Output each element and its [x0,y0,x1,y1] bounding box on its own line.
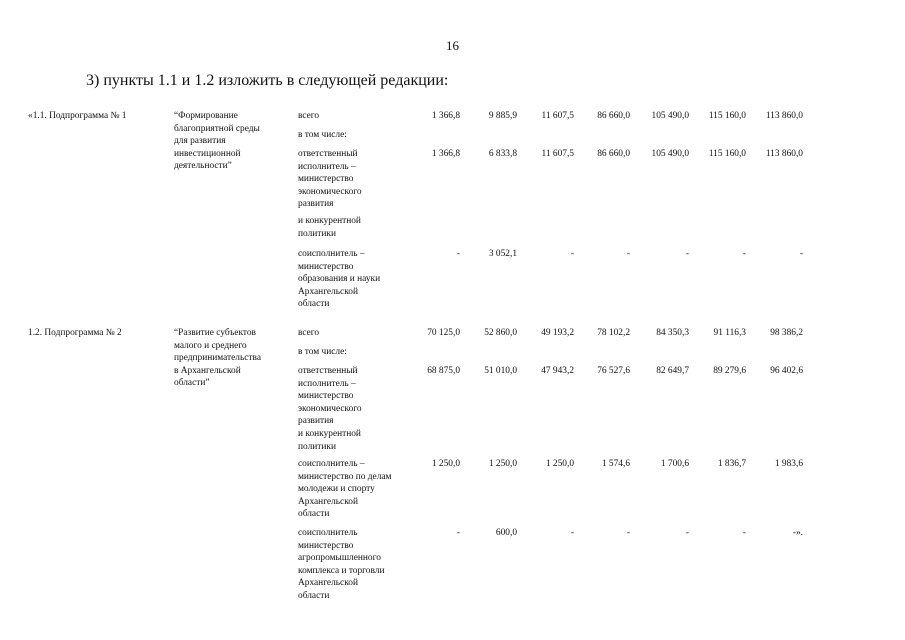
cell-value: 11 607,5 [541,111,574,121]
row-label-line: молодежи и спорту [298,484,375,495]
cell-value: 9 885,9 [488,111,517,121]
cell-value: 86 660,0 [597,149,630,159]
row-label-line: образования и науки [298,274,381,285]
cell-value: 1 250,0 [431,459,460,469]
cell-value: - [799,249,803,259]
cell-value: - [742,528,746,538]
cell-value: - [626,528,630,538]
cell-value: 51 010,0 [484,366,517,376]
cell-value: - [742,249,746,259]
subprogram-title-line: предпринимательства [174,353,261,364]
row-label-line: министерство [298,174,354,185]
cell-value: 1 366,8 [431,111,460,121]
cell-value: - [456,249,460,259]
cell-value: 70 125,0 [427,328,460,338]
subprogram-title-line: деятельности” [174,161,232,172]
subprogram-title-line: в Архангельской [174,365,241,376]
row-label-line: области [298,299,330,310]
cell-value: -». [792,528,803,538]
cell-value: 49 193,2 [541,328,574,338]
cell-value: - [570,528,574,538]
row-label-line: в том числе: [298,130,347,140]
cell-value: 89 279,6 [713,366,746,376]
cell-value: 115 160,0 [708,149,746,159]
row-label-line: политики [298,441,336,452]
subprogram-code: 1.2. Подпрограмма № 2 [28,328,122,338]
row-label-line: и конкурентной [298,216,361,226]
subprogram-title-line: инвестиционной [174,148,241,159]
subprogram-title-line: благоприятной среды [174,123,260,134]
cell-value: 47 943,2 [541,366,574,376]
cell-value: 105 490,0 [651,111,689,121]
cell-value: 1 250,0 [545,459,574,469]
row-label-line: ответственный [298,366,358,376]
cell-value: 600,0 [495,528,517,538]
row-label-line: исполнитель – [298,161,356,172]
cell-value: - [685,249,689,259]
cell-value: 1 366,8 [431,149,460,159]
subprogram-title-line: “Формирование [174,111,238,121]
row-label-line: агропромышленного [298,553,381,564]
row-label-line: соисполнитель – [298,459,365,469]
cell-value: 86 660,0 [597,111,630,121]
row-label-line: комплекса и торговли [298,565,385,576]
cell-value: 1 983,6 [774,459,803,469]
cell-value: 113 860,0 [765,111,803,121]
row-label-line: министерство по делам [298,471,392,482]
cell-value: 1 836,7 [717,459,746,469]
row-label-line: экономического [298,403,362,414]
section-heading: 3) пункты 1.1 и 1.2 изложить в следующей редакции: [86,72,449,89]
cell-value: 52 860,0 [484,328,517,338]
subprogram-title-line: малого и среднего [174,340,247,351]
cell-value: 3 052,1 [488,249,517,259]
cell-value: - [570,249,574,259]
cell-value: 115 160,0 [708,111,746,121]
subprogram-title-line: области” [174,378,210,389]
cell-value: 84 350,3 [656,328,689,338]
row-label-line: министерство [298,540,354,551]
row-label-line: Архангельской [298,578,358,589]
row-label-line: и конкурентной [298,429,361,439]
cell-value: 82 649,7 [656,366,689,376]
cell-value: - [685,528,689,538]
row-label-line: развития [298,416,334,427]
page-number: 16 [446,38,459,53]
cell-value: 76 527,6 [597,366,630,376]
row-label-line: министерство [298,391,354,402]
row-label-line: в том числе: [298,347,347,357]
cell-value: 1 700,6 [660,459,689,469]
cell-value: 1 574,6 [601,459,630,469]
row-label-line: развития [298,199,334,210]
cell-value: 68 875,0 [427,366,460,376]
cell-value: - [456,528,460,538]
cell-value: - [626,249,630,259]
subprogram-title-line: для развития [174,136,226,147]
cell-value: 96 402,6 [770,366,803,376]
row-label-line: Архангельской [298,286,358,297]
row-label-line: исполнитель – [298,378,356,389]
row-label-line: политики [298,228,336,239]
cell-value: 1 250,0 [488,459,517,469]
row-label-line: соисполнитель [298,528,358,538]
subprogram-title-line: “Развитие субъектов [174,328,256,338]
cell-value: 78 102,2 [597,328,630,338]
cell-value: 11 607,5 [541,149,574,159]
cell-value: 98 386,2 [770,328,803,338]
row-label-line: Архангельской [298,496,358,507]
row-label-line: области [298,509,330,520]
row-label-line: ответственный [298,149,358,159]
row-label-line: соисполнитель – [298,249,365,259]
row-label-line: всего [298,328,320,338]
cell-value: 6 833,8 [488,149,517,159]
row-label-line: экономического [298,186,362,197]
subprogram-code: «1.1. Подпрограмма № 1 [28,111,127,121]
cell-value: 105 490,0 [651,149,689,159]
row-label-line: области [298,591,330,601]
row-label-line: министерство [298,261,354,272]
cell-value: 113 860,0 [765,149,803,159]
row-label-line: всего [298,111,320,121]
cell-value: 91 116,3 [713,328,746,338]
